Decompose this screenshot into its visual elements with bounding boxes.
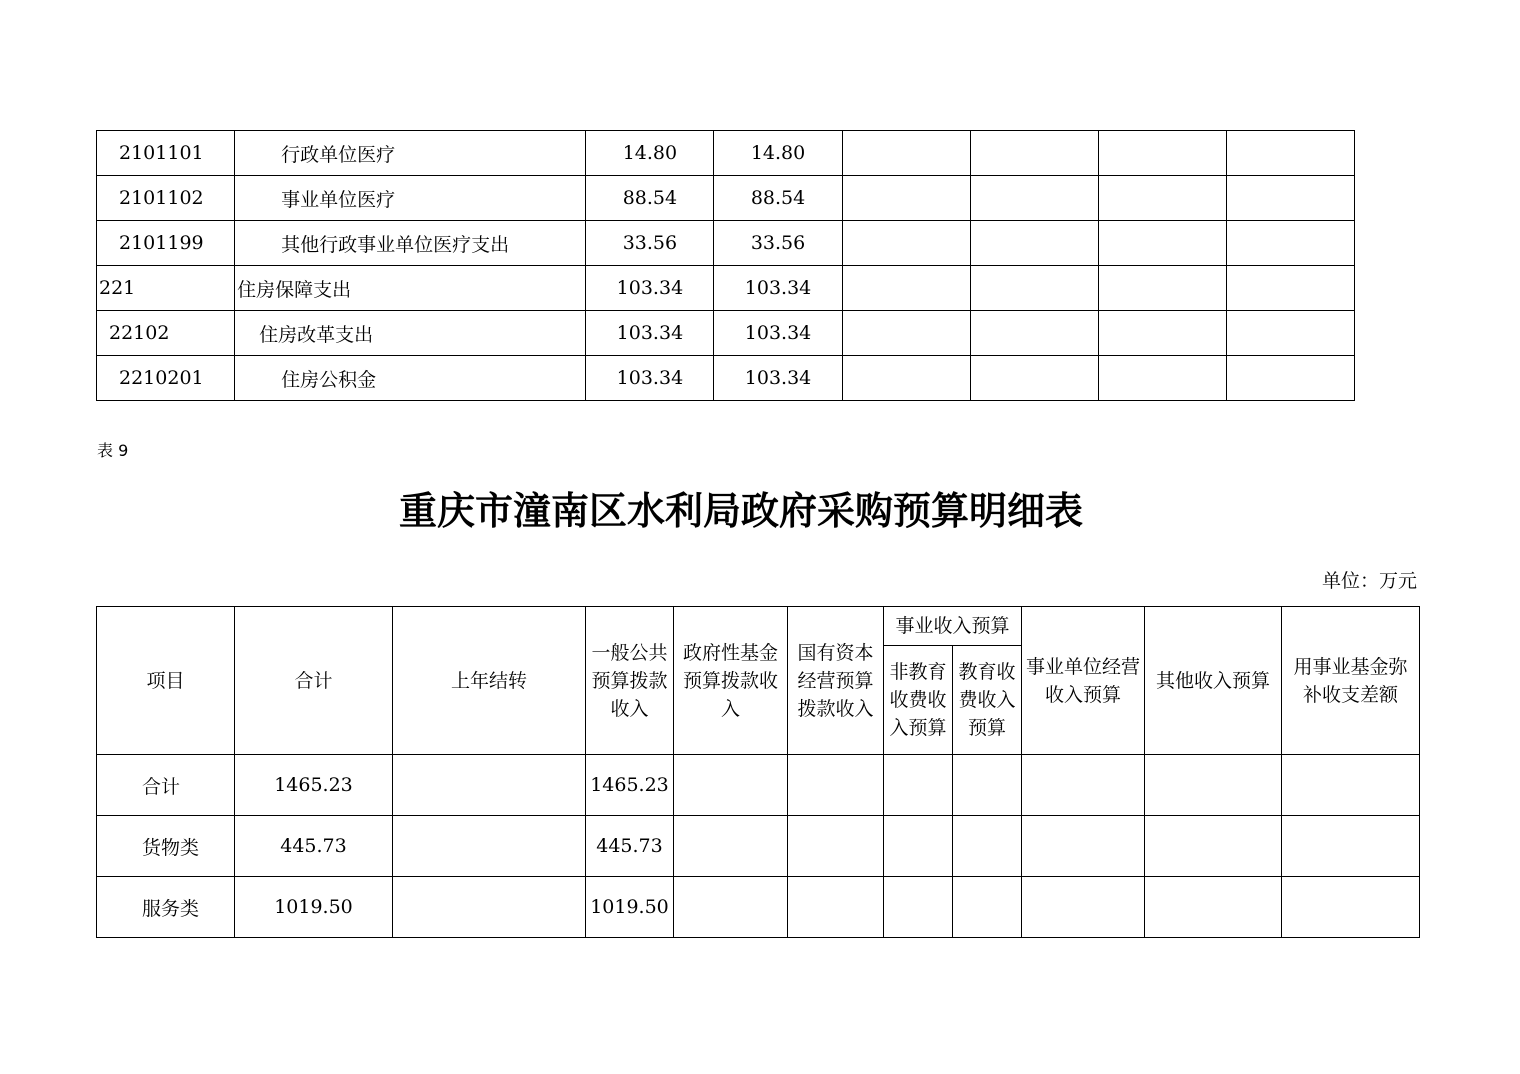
empty-cell: [884, 755, 953, 816]
header-business-income-budget: 事业收入预算: [884, 607, 1022, 646]
general-budget-cell: 88.54: [714, 176, 842, 221]
empty-cell: [674, 816, 788, 877]
unit-label: 单位：万元: [1321, 570, 1417, 592]
empty-cell: [970, 356, 1098, 401]
code-cell: 22102: [97, 311, 235, 356]
empty-cell: [842, 131, 970, 176]
general-budget-cell: 33.56: [714, 221, 842, 266]
empty-cell: [970, 266, 1098, 311]
table-row: [97, 877, 1420, 938]
empty-cell: [970, 221, 1098, 266]
empty-cell: [1226, 131, 1354, 176]
expenditure-table-body: [97, 131, 1355, 401]
header-item: 项目: [97, 607, 235, 755]
empty-cell: [953, 816, 1022, 877]
total-cell: 1019.50: [235, 877, 393, 938]
empty-cell: [842, 356, 970, 401]
table-row: [97, 356, 1355, 401]
empty-cell: [1226, 311, 1354, 356]
empty-cell: [1226, 221, 1354, 266]
empty-cell: [393, 877, 586, 938]
empty-cell: [1226, 356, 1354, 401]
empty-cell: [788, 877, 884, 938]
empty-cell: [1145, 755, 1282, 816]
empty-cell: [1098, 176, 1226, 221]
table-row: [97, 311, 1355, 356]
header-state-capital-budget: 国有资本经营预算拨款收入: [788, 607, 884, 755]
empty-cell: [970, 176, 1098, 221]
empty-cell: [393, 816, 586, 877]
empty-cell: [884, 877, 953, 938]
table-row: [97, 266, 1355, 311]
empty-cell: [1282, 877, 1420, 938]
empty-cell: [1022, 755, 1145, 816]
empty-cell: [1098, 266, 1226, 311]
name-cell: 住房保障支出: [235, 266, 586, 311]
empty-cell: [842, 221, 970, 266]
general-public-cell: 1465.23: [586, 755, 674, 816]
general-budget-cell: 103.34: [714, 311, 842, 356]
header-business-fund-offset: 用事业基金弥补收支差额: [1282, 607, 1420, 755]
empty-cell: [842, 176, 970, 221]
table-number-label: 表 9: [97, 441, 129, 460]
empty-cell: [788, 816, 884, 877]
empty-cell: [393, 755, 586, 816]
empty-cell: [1098, 356, 1226, 401]
code-cell: 2101102: [97, 176, 235, 221]
empty-cell: [674, 877, 788, 938]
general-public-cell: 445.73: [586, 816, 674, 877]
item-cell: 服务类: [97, 877, 235, 938]
table-row: [97, 176, 1355, 221]
header-total: 合计: [235, 607, 393, 755]
table-row: [97, 816, 1420, 877]
total-cell: 103.34: [586, 356, 714, 401]
empty-cell: [970, 311, 1098, 356]
name-cell: 事业单位医疗: [235, 176, 586, 221]
general-budget-cell: 103.34: [714, 266, 842, 311]
total-cell: 33.56: [586, 221, 714, 266]
table-row: [97, 755, 1420, 816]
item-cell: 货物类: [97, 816, 235, 877]
code-cell: 2101199: [97, 221, 235, 266]
procurement-table-body: [97, 755, 1420, 938]
header-carryover: 上年结转: [393, 607, 586, 755]
empty-cell: [884, 816, 953, 877]
empty-cell: [1022, 877, 1145, 938]
empty-cell: [1098, 131, 1226, 176]
total-cell: 14.80: [586, 131, 714, 176]
name-cell: 住房公积金: [235, 356, 586, 401]
empty-cell: [1145, 816, 1282, 877]
empty-cell: [1098, 311, 1226, 356]
empty-cell: [970, 131, 1098, 176]
empty-cell: [788, 755, 884, 816]
total-cell: 103.34: [586, 266, 714, 311]
table-row: [97, 221, 1355, 266]
name-cell: 住房改革支出: [235, 311, 586, 356]
name-cell: 其他行政事业单位医疗支出: [235, 221, 586, 266]
empty-cell: [953, 877, 1022, 938]
item-cell: 合计: [97, 755, 235, 816]
total-cell: 445.73: [235, 816, 393, 877]
header-non-education-fee-income: 非教育收费收入预算: [884, 646, 953, 755]
empty-cell: [674, 755, 788, 816]
empty-cell: [1282, 816, 1420, 877]
empty-cell: [842, 311, 970, 356]
general-public-cell: 1019.50: [586, 877, 674, 938]
empty-cell: [1282, 755, 1420, 816]
code-cell: 2210201: [97, 356, 235, 401]
empty-cell: [953, 755, 1022, 816]
header-education-fee-income: 教育收费收入预算: [953, 646, 1022, 755]
total-cell: 103.34: [586, 311, 714, 356]
empty-cell: [1145, 877, 1282, 938]
empty-cell: [842, 266, 970, 311]
name-cell: 行政单位医疗: [235, 131, 586, 176]
general-budget-cell: 103.34: [714, 356, 842, 401]
header-general-public-budget: 一般公共预算拨款收入: [586, 607, 674, 755]
total-cell: 88.54: [586, 176, 714, 221]
empty-cell: [1226, 176, 1354, 221]
general-budget-cell: 14.80: [714, 131, 842, 176]
code-cell: 2101101: [97, 131, 235, 176]
procurement-budget-table: [96, 606, 1420, 938]
total-cell: 1465.23: [235, 755, 393, 816]
empty-cell: [1022, 816, 1145, 877]
page-title: 重庆市潼南区水利局政府采购预算明细表: [398, 489, 1083, 533]
table-row: [97, 131, 1355, 176]
empty-cell: [1226, 266, 1354, 311]
header-other-income-budget: 其他收入预算: [1145, 607, 1282, 755]
expenditure-continuation-table: [96, 130, 1355, 401]
empty-cell: [1098, 221, 1226, 266]
header-gov-fund-budget: 政府性基金预算拨款收入: [674, 607, 788, 755]
header-business-unit-operating-income: 事业单位经营收入预算: [1022, 607, 1145, 755]
code-cell: 221: [97, 266, 235, 311]
